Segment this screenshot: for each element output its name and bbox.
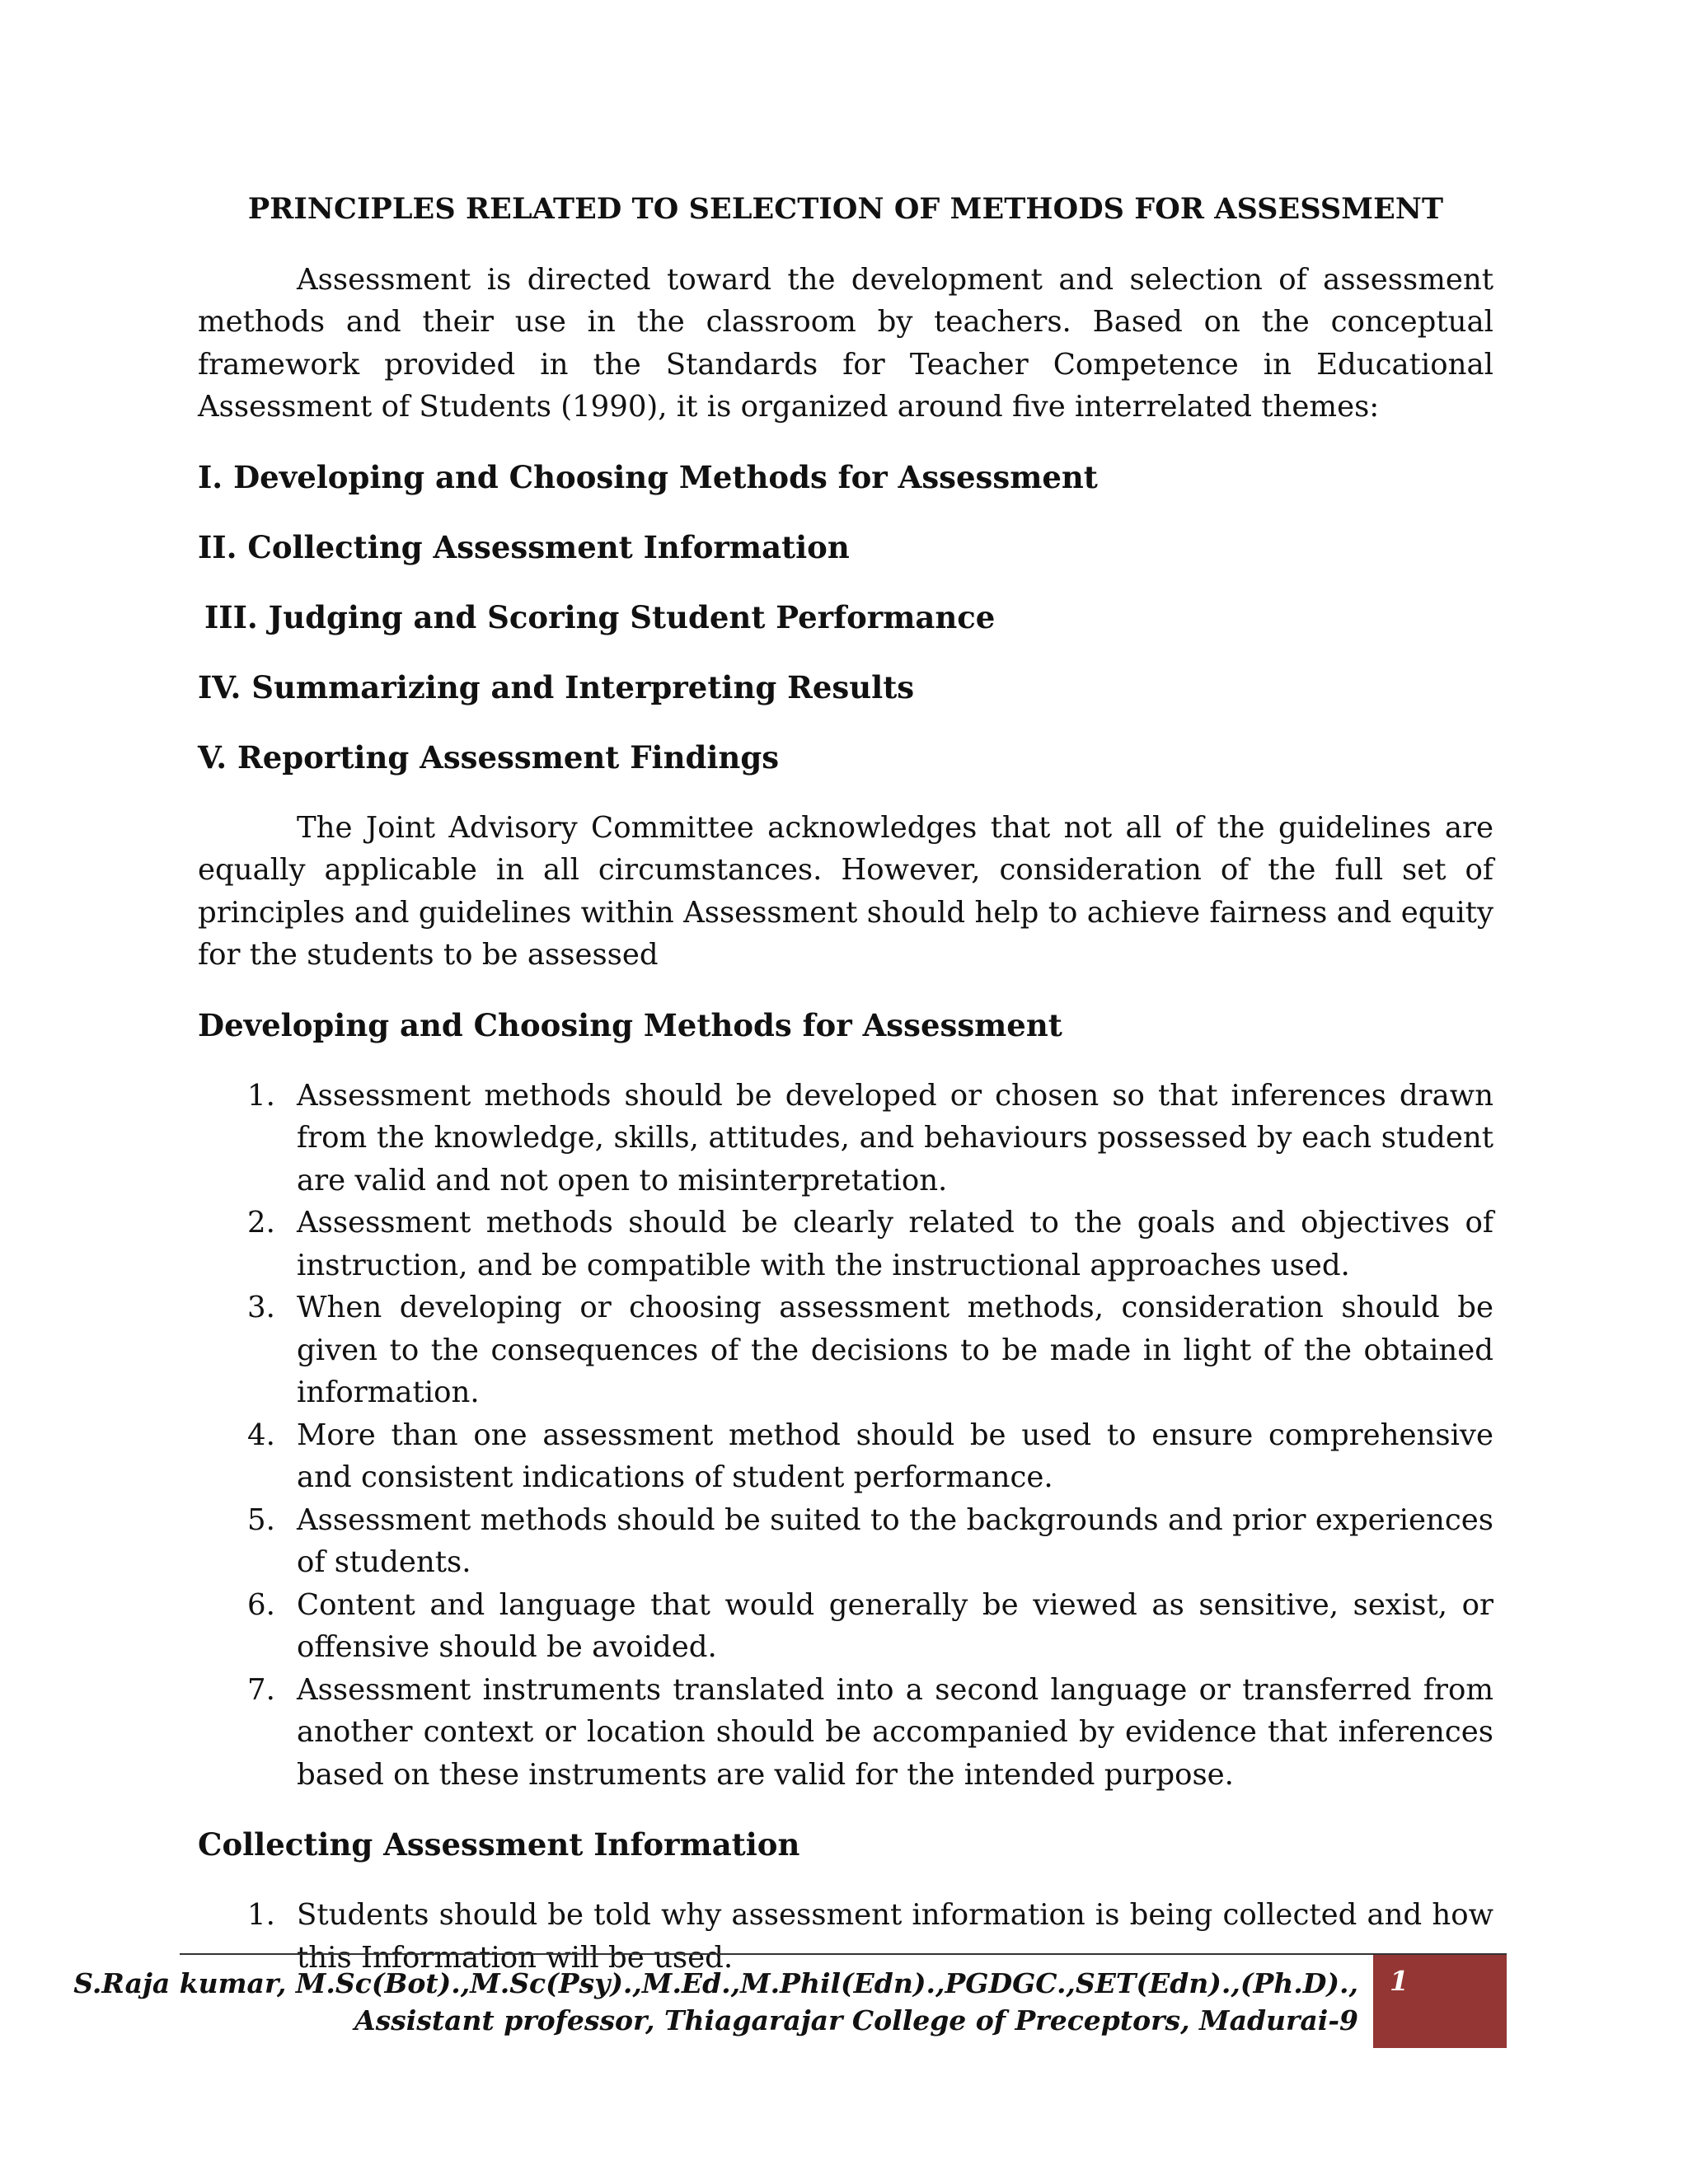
list-item-number: 1. — [247, 1078, 275, 1113]
list-item-number: 6. — [247, 1587, 275, 1622]
list-item-text: Assessment methods should be suited to the backgrounds and prior experiences of students. — [297, 1502, 1493, 1579]
section-heading-developing: Developing and Choosing Methods for Assessment — [198, 1006, 1062, 1043]
list-item-text: Assessment methods should be clearly related to the goals and objectives of instruction, and be compatible with the instructional approaches used. — [297, 1206, 1493, 1282]
list-item — [198, 1202, 1493, 1286]
page-number-box — [1373, 1955, 1507, 2048]
list-item — [198, 1669, 1493, 1797]
footer-author: S.Raja kumar, M.Sc(Bot).,M.Sc(Psy).,M.Ed.,M.Phil(Edn).,PGDGC.,SET(Edn).,(Ph.D)., — [73, 1967, 1358, 1999]
list-item-text: Content and language that would generally be viewed as sensitive, sexist, or offensive should be avoided. — [297, 1587, 1493, 1664]
footer-affiliation: Assistant professor, Thiagarajar College of Preceptors, Madurai-9 — [354, 2004, 1358, 2036]
list-item-number: 1. — [247, 1898, 275, 1932]
list-item-text: Assessment instruments translated into a second language or transferred from another context or location should be accompanied by evidence that inferences based on these instruments are valid for the intended purpose. — [297, 1672, 1493, 1792]
committee-paragraph: The Joint Advisory Committee acknowledges that not all of the guidelines are equally applicable in all circumstances. However, consideration of the full set of principles and guidelines within Assessment should help to achieve fairness and equity for the students to be assessed — [198, 810, 1493, 972]
list-item-number: 3. — [247, 1291, 275, 1324]
list-item — [198, 1075, 1493, 1202]
list-item — [198, 1414, 1493, 1499]
theme-5: V. Reporting Assessment Findings — [198, 738, 780, 776]
footer-credit — [73, 1965, 1358, 2039]
theme-4: IV. Summarizing and Interpreting Results — [198, 668, 915, 705]
developing-principles-list — [198, 1075, 1493, 1797]
theme-2: II. Collecting Assessment Information — [198, 528, 850, 565]
list-item-number: 5. — [247, 1502, 275, 1537]
page-number: 1 — [1390, 1965, 1409, 1997]
list-item-text: Assessment methods should be developed or chosen so that inferences drawn from the knowledge, skills, attitudes, and behaviours possessed by each student are valid and not open to misinterpretation. — [297, 1078, 1493, 1197]
footer-divider — [180, 1953, 1507, 1955]
list-item — [198, 1286, 1493, 1414]
list-item — [198, 1584, 1493, 1669]
list-item-number: 7. — [247, 1672, 275, 1707]
document-body — [198, 188, 1493, 2007]
list-item-number: 2. — [247, 1206, 275, 1240]
page-title: PRINCIPLES RELATED TO SELECTION OF METHODS FOR ASSESSMENT — [247, 192, 1444, 226]
theme-1: I. Developing and Choosing Methods for Assessment — [198, 458, 1098, 495]
list-item-text: When developing or choosing assessment methods, consideration should be given to the consequences of the decisions to be made in light of the obtained information. — [297, 1291, 1493, 1409]
list-item — [198, 1499, 1493, 1584]
list-item-text: More than one assessment method should be used to ensure comprehensive and consistent indications of student performance. — [297, 1418, 1493, 1494]
list-item-number: 4. — [247, 1418, 275, 1452]
section-heading-collecting: Collecting Assessment Information — [198, 1826, 800, 1863]
theme-3: III. Judging and Scoring Student Performance — [204, 598, 996, 635]
list-item-text: Students should be told why assessment information is being collected and how this Information will be used. — [297, 1898, 1493, 1975]
intro-paragraph: Assessment is directed toward the development and selection of assessment methods and their use in the classroom by teachers. Based on the conceptual framework provided in the Standards for Teacher Competence in Educational Assessment of Students (1990), it is organized around five interrelated themes: — [198, 262, 1493, 424]
